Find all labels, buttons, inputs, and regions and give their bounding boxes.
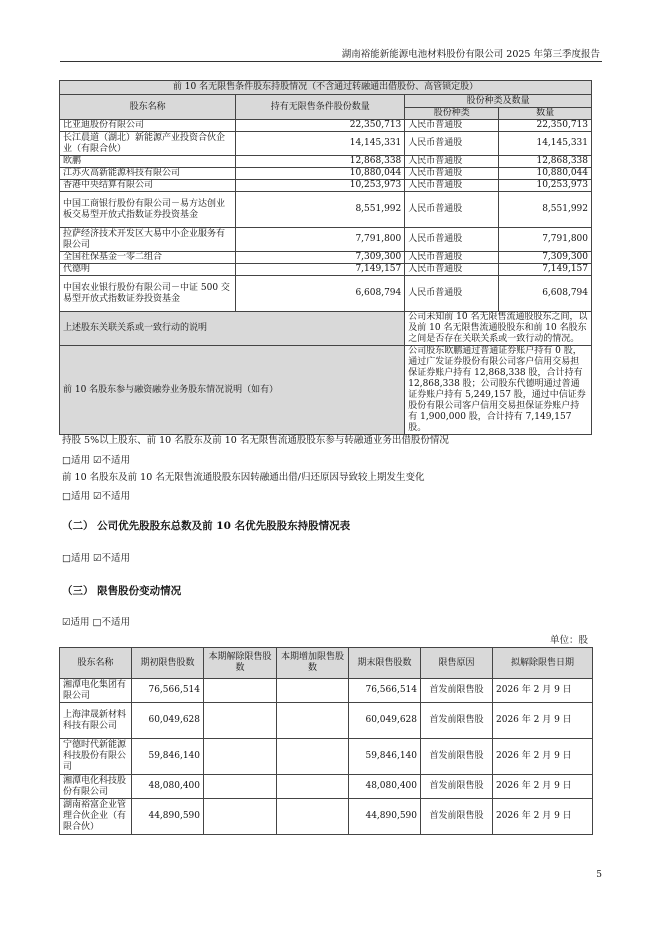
shareholder-qty: 7,309,300 <box>236 252 405 264</box>
shareholder-qty: 7,149,157 <box>236 264 405 276</box>
shareholder-name: 比亚迪股份有限公司 <box>60 120 236 132</box>
share-type: 人民币普通股 <box>405 120 499 132</box>
shareholder-qty: 12,868,338 <box>236 156 405 168</box>
rs-col-header: 拟解除限售日期 <box>493 648 593 679</box>
rs-date: 2026 年 2 月 9 日 <box>493 679 593 703</box>
share-num: 7,149,157 <box>499 264 592 276</box>
rs-name: 上海津晟新材料科技有限公司 <box>60 703 132 739</box>
table-row <box>60 132 592 156</box>
change-note: 前 10 名股东及前 10 名无限售流通股股东因转融通出借/归还原因导致较上期发生变化 <box>62 472 425 483</box>
rs-name: 宁德时代新能源科技股份有限公司 <box>60 739 132 775</box>
table-row <box>60 703 593 739</box>
rs-col-header: 期初限售股数 <box>132 648 204 679</box>
table-row <box>60 228 592 252</box>
share-type: 人民币普通股 <box>405 192 499 228</box>
shareholder-qty: 8,551,992 <box>236 192 405 228</box>
table-row <box>60 156 592 168</box>
shareholder-name: 中国农业银行股份有限公司－中证 500 交易型开放式指数证券投资基金 <box>60 276 236 312</box>
table-title: 前 10 名无限售条件股东持股情况（不含通过转融通出借股份、高管锁定股） <box>60 81 592 95</box>
rs-reason: 首发前限售股 <box>421 679 493 703</box>
shareholder-qty: 10,880,044 <box>236 168 405 180</box>
table-row <box>60 192 592 228</box>
share-num: 14,145,331 <box>499 132 592 156</box>
rs-added <box>277 703 349 739</box>
shareholder-name: 中国工商银行股份有限公司－易方达创业板交易型开放式指数证券投资基金 <box>60 192 236 228</box>
rs-released <box>204 703 277 739</box>
rs-added <box>277 799 349 835</box>
rs-start: 48,080,400 <box>132 775 204 799</box>
rs-reason: 首发前限售股 <box>421 703 493 739</box>
shareholder-qty: 7,791,800 <box>236 228 405 252</box>
table-row <box>60 180 592 192</box>
section3-title: （三） 限售股份变动情况 <box>62 585 182 597</box>
rs-added <box>277 739 349 775</box>
rs-end: 76,566,514 <box>349 679 421 703</box>
table-row <box>60 679 593 703</box>
rs-start: 76,566,514 <box>132 679 204 703</box>
share-type: 人民币普通股 <box>405 252 499 264</box>
shareholder-qty: 14,145,331 <box>236 132 405 156</box>
rs-date: 2026 年 2 月 9 日 <box>493 739 593 775</box>
share-num: 8,551,992 <box>499 192 592 228</box>
shareholder-name: 欧鹏 <box>60 156 236 168</box>
margin-label: 前 10 名股东参与融资融券业务股东情况说明（如有） <box>60 346 405 435</box>
table-row <box>60 739 593 775</box>
table-row <box>60 775 593 799</box>
lending-options: □适用 ☑不适用 <box>62 455 131 466</box>
table-row <box>60 120 592 132</box>
rs-col-header: 限售原因 <box>421 648 493 679</box>
share-num: 6,608,794 <box>499 276 592 312</box>
top10-unrestricted-table <box>59 80 592 435</box>
rs-end: 59,846,140 <box>349 739 421 775</box>
rs-reason: 首发前限售股 <box>421 739 493 775</box>
unit-label: 单位：股 <box>549 635 588 646</box>
page-number: 5 <box>596 870 602 880</box>
rs-start: 60,049,628 <box>132 703 204 739</box>
shareholder-qty: 6,608,794 <box>236 276 405 312</box>
rs-start: 44,890,590 <box>132 799 204 835</box>
rs-col-header: 期末限售股数 <box>349 648 421 679</box>
rs-released <box>204 679 277 703</box>
share-type: 人民币普通股 <box>405 180 499 192</box>
rs-col-header: 本期解除限售股数 <box>204 648 277 679</box>
shareholder-name: 长江晨道（湖北）新能源产业投资合伙企业（有限合伙） <box>60 132 236 156</box>
change-options: □适用 ☑不适用 <box>62 491 131 502</box>
share-num: 10,880,044 <box>499 168 592 180</box>
shareholder-name: 拉萨经济技术开发区大易中小企业服务有限公司 <box>60 228 236 252</box>
shareholder-qty: 10,253,973 <box>236 180 405 192</box>
rs-name: 湖南裕富企业管理合伙企业（有限合伙） <box>60 799 132 835</box>
share-type: 人民币普通股 <box>405 228 499 252</box>
table-row <box>60 276 592 312</box>
relation-label: 上述股东关联关系或一致行动的说明 <box>60 312 405 346</box>
share-num: 22,350,713 <box>499 120 592 132</box>
shareholder-name: 江苏火高新能源科技有限公司 <box>60 168 236 180</box>
share-num: 7,791,800 <box>499 228 592 252</box>
col-header-type: 股份种类 <box>405 108 499 120</box>
rs-added <box>277 679 349 703</box>
share-type: 人民币普通股 <box>405 156 499 168</box>
rs-date: 2026 年 2 月 9 日 <box>493 799 593 835</box>
share-type: 人民币普通股 <box>405 276 499 312</box>
lending-note: 持股 5%以上股东、前 10 名股东及前 10 名无限售流通股股东参与转融通业务出借股份情况 <box>62 435 449 446</box>
col-header-name: 股东名称 <box>60 95 236 120</box>
rs-start: 59,846,140 <box>132 739 204 775</box>
rs-date: 2026 年 2 月 9 日 <box>493 703 593 739</box>
rs-released <box>204 799 277 835</box>
share-num: 12,868,338 <box>499 156 592 168</box>
rs-name: 湘潭电化科技股份有限公司 <box>60 775 132 799</box>
share-num: 7,309,300 <box>499 252 592 264</box>
share-type: 人民币普通股 <box>405 132 499 156</box>
shareholder-name: 代德明 <box>60 264 236 276</box>
rs-added <box>277 775 349 799</box>
col-header-num: 数量 <box>499 108 592 120</box>
restricted-shares-table <box>59 647 593 835</box>
share-type: 人民币普通股 <box>405 168 499 180</box>
rs-end: 48,080,400 <box>349 775 421 799</box>
col-header-qty: 持有无限售条件股份数量 <box>236 95 405 120</box>
section3-options: ☑适用 □不适用 <box>62 617 131 628</box>
rs-name: 湘潭电化集团有限公司 <box>60 679 132 703</box>
rs-date: 2026 年 2 月 9 日 <box>493 775 593 799</box>
shareholder-qty: 22,350,713 <box>236 120 405 132</box>
rs-col-header: 本期增加限售股数 <box>277 648 349 679</box>
col-header-type-group: 股份种类及数量 <box>405 95 592 108</box>
section2-title: （二） 公司优先股股东总数及前 10 名优先股股东持股情况表 <box>62 520 351 532</box>
rs-end: 44,890,590 <box>349 799 421 835</box>
rs-released <box>204 739 277 775</box>
rs-col-header: 股东名称 <box>60 648 132 679</box>
table-row <box>60 252 592 264</box>
share-type: 人民币普通股 <box>405 264 499 276</box>
rs-reason: 首发前限售股 <box>421 775 493 799</box>
margin-text: 公司股东欧鹏通过普通证券账户持有 0 股，通过广发证券股份有限公司客户信用交易担保证券账户持有 12,868,338 股，合计持有 12,868,338 股；公司股东代德明通过普通证券账户持有 5,249,157 股，通过中信证券股份有限公司客户信用交易担保证券账户持有 1,900,000 股，合计持有 7,149,157 股。 <box>405 346 592 435</box>
section2-options: □适用 ☑不适用 <box>62 553 131 564</box>
shareholder-name: 全国社保基金一零二组合 <box>60 252 236 264</box>
header-rule <box>60 61 602 62</box>
shareholder-name: 香港中央结算有限公司 <box>60 180 236 192</box>
relation-text: 公司未知前 10 名无限售流通股股东之间，以及前 10 名无限售流通股股东和前 10 名股东之间是否存在关联关系或一致行动的情况。 <box>405 312 592 346</box>
table-row <box>60 168 592 180</box>
table-row <box>60 799 593 835</box>
share-num: 10,253,973 <box>499 180 592 192</box>
rs-reason: 首发前限售股 <box>421 799 493 835</box>
rs-end: 60,049,628 <box>349 703 421 739</box>
report-title: 湖南裕能新能源电池材料股份有限公司 2025 年第三季度报告 <box>341 49 600 60</box>
rs-released <box>204 775 277 799</box>
table-row <box>60 264 592 276</box>
